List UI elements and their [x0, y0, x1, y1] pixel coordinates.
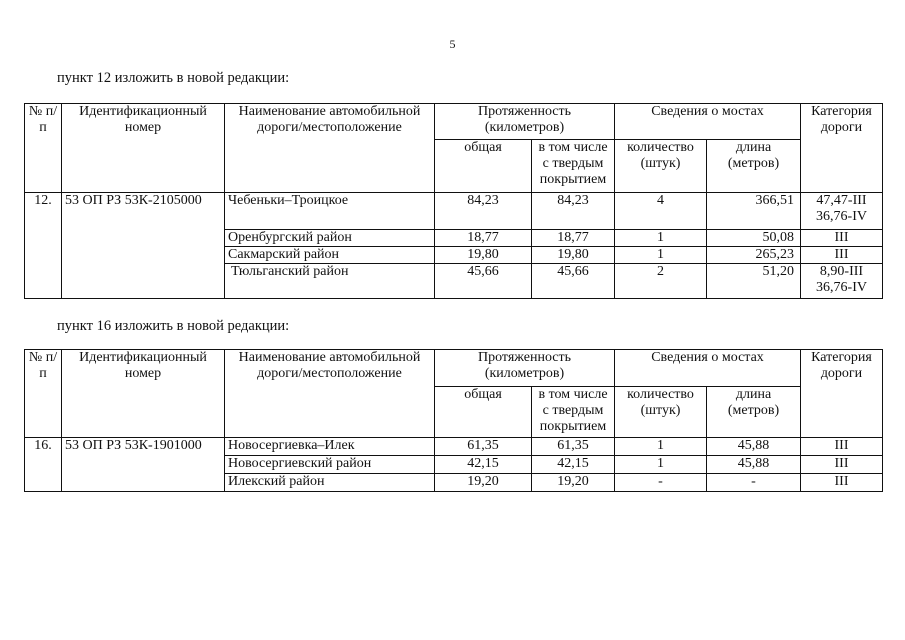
district-name: Сакмарский район — [225, 247, 435, 264]
district-bridges-length: 50,08 — [707, 230, 801, 247]
district-name: Илекский район — [225, 474, 435, 492]
district-length-total: 45,66 — [435, 264, 532, 299]
district-length-hard: 19,80 — [532, 247, 615, 264]
district-length-total: 19,20 — [435, 474, 532, 492]
header-bridges: Сведения о мостах — [615, 104, 801, 140]
row-id: 53 ОП РЗ 53К-2105000 — [62, 193, 225, 299]
district-bridges-count: 2 — [615, 264, 707, 299]
header-bridges-length: длина (метров) — [707, 140, 801, 193]
district-name: Оренбургский район — [225, 230, 435, 247]
header-length: Протяженность (километров) — [435, 350, 615, 387]
district-length-total: 19,80 — [435, 247, 532, 264]
header-category: Категория дороги — [801, 104, 883, 193]
row-bridges-count: 1 — [615, 438, 707, 456]
district-length-total: 42,15 — [435, 456, 532, 474]
district-bridges-count: - — [615, 474, 707, 492]
row-length-total: 84,23 — [435, 193, 532, 230]
header-bridges-length: длина (метров) — [707, 387, 801, 438]
header-length-hard: в том числе с твердым покрытием — [532, 140, 615, 193]
row-category — [801, 193, 883, 230]
header-length-total: общая — [435, 140, 532, 193]
district-name: Новосергиевский район — [225, 456, 435, 474]
district-bridges-length: - — [707, 474, 801, 492]
row-length-hard: 84,23 — [532, 193, 615, 230]
district-category: III — [801, 474, 883, 492]
category-line: 36,76-IV — [816, 209, 867, 224]
category-line: 36,76-IV — [816, 280, 867, 295]
section-intro: пункт 16 изложить в новой редакции: — [57, 318, 290, 334]
district-length-hard: 19,20 — [532, 474, 615, 492]
district-bridges-length: 51,20 — [707, 264, 801, 299]
district-length-hard: 18,77 — [532, 230, 615, 247]
district-name: Тюльганский район — [225, 264, 435, 299]
header-bridges-count: количество (штук) — [615, 140, 707, 193]
district-length-total: 18,77 — [435, 230, 532, 247]
header-length: Протяженность (километров) — [435, 104, 615, 140]
roads-table — [24, 349, 883, 492]
header-length-total: общая — [435, 387, 532, 438]
row-length-total: 61,35 — [435, 438, 532, 456]
header-name: Наименование автомобильной дороги/местоположение — [225, 104, 435, 193]
section-intro: пункт 12 изложить в новой редакции: — [57, 70, 290, 86]
district-category: III — [801, 230, 883, 247]
row-id: 53 ОП РЗ 53К-1901000 — [62, 438, 225, 492]
page-number: 5 — [449, 37, 456, 51]
row-bridges-count: 4 — [615, 193, 707, 230]
row-num: 12. — [25, 193, 62, 299]
roads-table — [24, 103, 883, 299]
row-road-name: Новосергиевка–Илек — [225, 438, 435, 456]
district-bridges-count: 1 — [615, 456, 707, 474]
header-id: Идентификационный номер — [62, 104, 225, 193]
row-category: III — [801, 438, 883, 456]
district-bridges-length: 265,23 — [707, 247, 801, 264]
header-name: Наименование автомобильной дороги/местоположение — [225, 350, 435, 438]
district-category: III — [801, 456, 883, 474]
header-bridges: Сведения о мостах — [615, 350, 801, 387]
district-category — [801, 264, 883, 299]
header-bridges-count: количество (штук) — [615, 387, 707, 438]
district-bridges-count: 1 — [615, 230, 707, 247]
header-length-hard: в том числе с твердым покрытием — [532, 387, 615, 438]
district-length-hard: 42,15 — [532, 456, 615, 474]
row-num: 16. — [25, 438, 62, 492]
row-bridges-length: 366,51 — [707, 193, 801, 230]
district-length-hard: 45,66 — [532, 264, 615, 299]
header-id: Идентификационный номер — [62, 350, 225, 438]
row-length-hard: 61,35 — [532, 438, 615, 456]
row-road-name: Чебеньки–Троицкое — [225, 193, 435, 230]
category-line: 47,47-III — [816, 193, 867, 208]
district-bridges-length: 45,88 — [707, 456, 801, 474]
district-category: III — [801, 247, 883, 264]
district-bridges-count: 1 — [615, 247, 707, 264]
category-line: 8,90-III — [819, 264, 864, 279]
row-bridges-length: 45,88 — [707, 438, 801, 456]
header-num: № п/п — [25, 350, 62, 438]
header-category: Категория дороги — [801, 350, 883, 438]
header-num: № п/п — [25, 104, 62, 193]
